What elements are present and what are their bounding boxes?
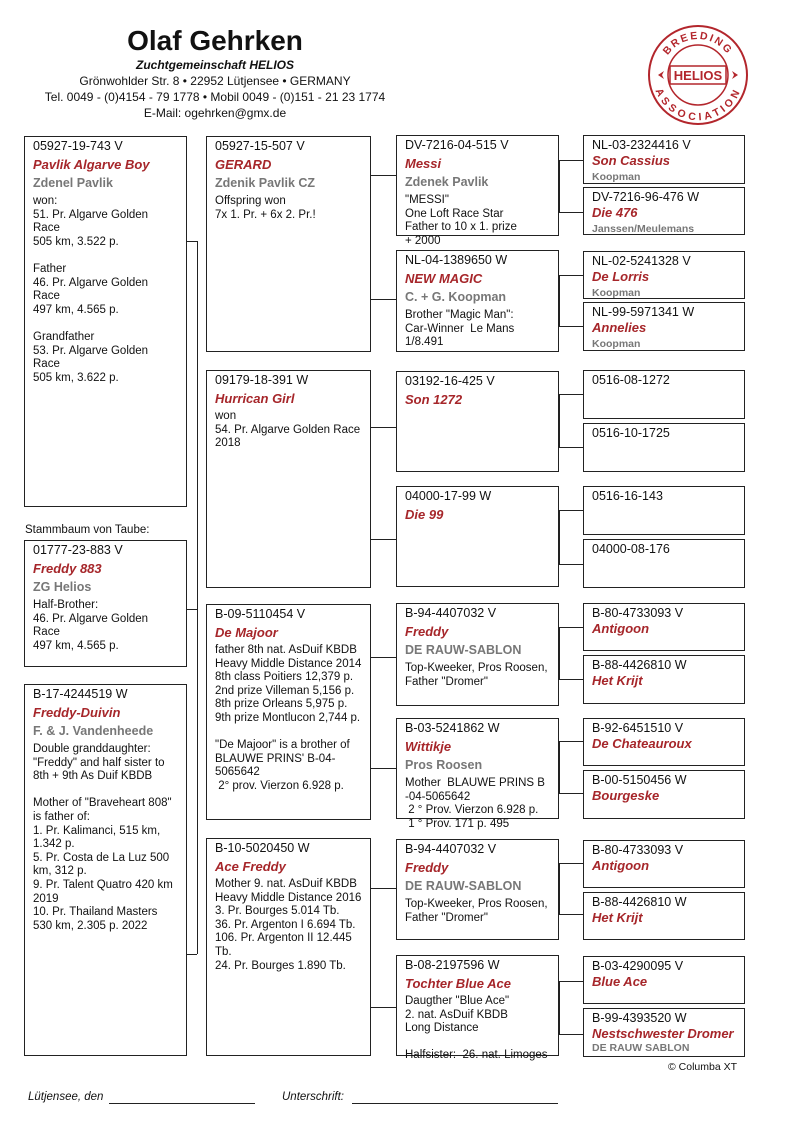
pigeon-name: Freddy <box>405 860 449 875</box>
pigeon-card-dam <box>24 684 187 1056</box>
ring-number: B-99-4393520 W <box>592 1011 687 1025</box>
pigeon-name: Hurrican Girl <box>215 391 295 406</box>
pigeon-card-04000-08-176 <box>583 539 745 588</box>
breeder-phone: Tel. 0049 - (0)4154 - 79 1778 • Mobil 0049 - (0)151 - 21 23 1774 <box>44 90 386 104</box>
breeder-address: Grönwohlder Str. 8 • 22952 Lütjensee • GERMANY <box>79 74 351 88</box>
ring-number: B-94-4407032 V <box>405 606 497 620</box>
pigeon-notes: Offspring won 7x 1. Pr. + 6x 2. Pr.! <box>215 195 316 221</box>
pigeon-card-messi <box>396 135 559 247</box>
ring-number: B-80-4733093 V <box>592 606 684 620</box>
pigeon-card-nestschwester-dromer <box>583 1008 745 1057</box>
pigeon-card-antigoon-1 <box>583 603 745 651</box>
pigeon-card-new-magic <box>396 250 559 352</box>
pigeon-card-annelies <box>583 302 745 351</box>
pigeon-name: Het Krijt <box>592 910 643 925</box>
ring-number: 0516-16-143 <box>592 489 663 503</box>
ring-number: B-17-4244519 W <box>33 687 128 701</box>
pigeon-name: Annelies <box>592 320 647 335</box>
pigeon-card-die-99 <box>396 486 559 587</box>
breeder-subtitle: Zuchtgemeinschaft HELIOS <box>135 58 295 72</box>
pigeon-card-de-chateauroux <box>583 718 745 766</box>
pigeon-card-het-krijt-2 <box>583 892 745 940</box>
pigeon-card-ace-freddy <box>206 838 371 1056</box>
breeder-label: DE RAUW-SABLON <box>405 879 522 893</box>
pigeon-card-son-1272 <box>396 371 559 472</box>
breeder-label: ZG Helios <box>33 580 92 594</box>
ring-number: DV-7216-04-515 V <box>405 138 509 152</box>
pigeon-name: Antigoon <box>592 858 650 873</box>
ring-number: 0516-08-1272 <box>592 373 670 387</box>
pigeon-card-son-cassius <box>583 135 745 184</box>
pigeon-card-main-top <box>24 136 187 507</box>
ring-number: B-92-6451510 V <box>592 721 684 735</box>
ring-number: B-08-2197596 W <box>405 958 500 972</box>
copyright-note: © Columba XT <box>668 1061 738 1073</box>
signature-line <box>352 1103 558 1104</box>
breeder-name: Olaf Gehrken <box>127 25 303 56</box>
svg-text:BREEDING: BREEDING <box>660 29 736 58</box>
breeder-label: Zdenek Pavlik <box>405 175 489 189</box>
ring-number: B-03-5241862 W <box>405 721 500 735</box>
pigeon-card-gerard <box>206 136 371 352</box>
breeder-label: DE RAUW SABLON <box>592 1042 690 1054</box>
breeder-label: Zdenik Pavlik CZ <box>215 176 316 190</box>
pigeon-card-het-krijt-1 <box>583 655 745 704</box>
signature-label: Unterschrift: <box>282 1091 344 1103</box>
ring-number: 0516-10-1725 <box>592 426 670 440</box>
ring-number: 05927-19-743 V <box>33 139 123 153</box>
pigeon-name: Son 1272 <box>405 392 463 407</box>
pigeon-name: Bourgeske <box>592 788 660 803</box>
pigeon-card-antigoon-2 <box>583 840 745 888</box>
pigeon-name: Tochter Blue Ace <box>405 976 511 991</box>
pigeon-card-blue-ace <box>583 956 745 1004</box>
pigeon-name: GERARD <box>215 157 272 172</box>
pigeon-notes: Mother 9. nat. AsDuif KBDB Heavy Middle Distance 2016 3. Pr. Bourges 5.014 Tb. 36. Pr. Argenton I 6.694 Tb. 106. Pr. Argenton II 12.445 Tb. 24. Pr. Bourges 1.890 Tb. <box>215 878 362 972</box>
pigeon-card-tochter-blue-ace <box>396 955 559 1062</box>
pigeon-name: Die 99 <box>405 507 444 522</box>
pigeon-card-hurrican-girl <box>206 370 371 588</box>
pigeon-card-de-majoor <box>206 604 371 820</box>
pigeon-name: De Majoor <box>215 625 278 640</box>
ring-number: 01777-23-883 V <box>33 543 123 557</box>
pigeon-card-0516-10-1725 <box>583 423 745 472</box>
pigeon-card-subject <box>24 540 187 667</box>
ring-number: 03192-16-425 V <box>405 374 495 388</box>
ring-number: B-80-4733093 V <box>592 843 684 857</box>
breeder-label: C. + G. Koopman <box>405 290 507 304</box>
pigeon-notes: won: 51. Pr. Algarve Golden Race 505 km, 3.522 p. Father 46. Pr. Algarve Golden Race 497 km, 4.565 p. Grandfather 53. Pr. Algarve Golden Race 505 km, 3.622 p. <box>33 195 149 384</box>
ring-number: NL-03-2324416 V <box>592 138 691 152</box>
ring-number: 04000-08-176 <box>592 542 670 556</box>
pigeon-name: Nestschwester Dromer <box>592 1026 734 1041</box>
breeder-label: Koopman <box>592 338 641 350</box>
pigeon-notes: Top-Kweeker, Pros Roosen, Father "Dromer" <box>405 898 548 924</box>
pigeon-card-0516-08-1272 <box>583 370 745 419</box>
ring-number: NL-04-1389650 W <box>405 253 508 267</box>
breeder-label: Janssen/Meulemans <box>592 223 695 235</box>
stammbaum-label: Stammbaum von Taube: <box>25 524 150 536</box>
pigeon-notes: Top-Kweeker, Pros Roosen, Father "Dromer" <box>405 662 548 688</box>
pigeon-name: Freddy 883 <box>33 561 102 576</box>
ring-number: NL-99-5971341 W <box>592 305 695 319</box>
pigeon-name: Antigoon <box>592 621 650 636</box>
breeder-label: F. & J. Vandenheede <box>33 724 154 738</box>
pigeon-notes: won 54. Pr. Algarve Golden Race 2018 <box>215 410 361 450</box>
pigeon-card-de-lorris <box>583 251 745 299</box>
date-signature-line <box>109 1103 255 1104</box>
ring-number: B-00-5150456 W <box>592 773 687 787</box>
pigeon-card-0516-16-143 <box>583 486 745 535</box>
ring-number: B-94-4407032 V <box>405 842 497 856</box>
pigeon-name: Messi <box>405 156 442 171</box>
breeder-label: Koopman <box>592 171 641 183</box>
pigeon-name: De Chateauroux <box>592 736 692 751</box>
ring-number: 09179-18-391 W <box>215 373 309 387</box>
pigeon-notes: Daugther "Blue Ace" 2. nat. AsDuif KBDB Long Distance Halfsister: 26. nat. Limoges <box>405 995 548 1062</box>
place-date-label: Lütjensee, den <box>28 1091 104 1103</box>
pigeon-name: Het Krijt <box>592 673 643 688</box>
pigeon-name: Son Cassius <box>592 153 671 168</box>
svg-text:HELIOS: HELIOS <box>673 68 723 83</box>
pigeon-card-freddy-1 <box>396 603 559 706</box>
breeder-label: DE RAUW-SABLON <box>405 643 522 657</box>
ring-number: 04000-17-99 W <box>405 489 492 503</box>
pigeon-name: Freddy <box>405 624 449 639</box>
ring-number: B-03-4290095 V <box>592 959 684 973</box>
pigeon-name: Ace Freddy <box>215 859 286 874</box>
pigeon-notes: Half-Brother: 46. Pr. Algarve Golden Race 497 km, 4.565 p. <box>33 599 149 652</box>
pigeon-notes: Mother BLAUWE PRINS B -04-5065642 2 ° Prov. Vierzon 6.928 p. 1 ° Prov. 171 p. 495 <box>405 777 545 830</box>
breeder-label: Koopman <box>592 287 641 299</box>
ring-number: DV-7216-96-476 W <box>592 190 700 204</box>
pigeon-card-freddy-2 <box>396 839 559 940</box>
pigeon-name: De Lorris <box>592 269 650 284</box>
svg-text:ASSOCIATION: ASSOCIATION <box>652 86 744 124</box>
pigeon-name: Pavlik Algarve Boy <box>33 157 150 172</box>
pigeon-notes: Brother "Magic Man": Car-Winner Le Mans 1/8.491 <box>405 309 515 349</box>
ring-number: 05927-15-507 V <box>215 139 305 153</box>
pigeon-name: Wittikje <box>405 739 452 754</box>
breeder-email: E-Mail: ogehrken@gmx.de <box>143 106 287 120</box>
pigeon-notes: Double granddaughter: "Freddy" and half sister to 8th + 9th As Duif KBDB Mother of "Braveheart 808" is father of: 1. Pr. Kalimanci, 515 km, 1.342 p. 5. Pr. Costa de La Luz 500 km, 312 p. 9. Pr. Talent Quatro 420 km 2019 10. Pr. Thailand Masters 530 km, 2.305 p. 2022 <box>33 743 173 932</box>
pigeon-name: Freddy-Duivin <box>33 705 121 720</box>
pigeon-notes: "MESSI" One Loft Race Star Father to 10 x 1. prize + 2000 <box>405 194 517 247</box>
ring-number: B-10-5020450 W <box>215 841 310 855</box>
breeder-label: Pros Roosen <box>405 758 483 772</box>
helios-logo-icon <box>647 24 749 126</box>
pigeon-card-wittikje <box>396 718 559 830</box>
pigeon-card-bourgeske <box>583 770 745 819</box>
breeder-label: Zdenel Pavlik <box>33 176 113 190</box>
ring-number: B-09-5110454 V <box>215 607 306 621</box>
ring-number: NL-02-5241328 V <box>592 254 691 268</box>
ring-number: B-88-4426810 W <box>592 895 687 909</box>
pigeon-name: NEW MAGIC <box>405 271 483 286</box>
pigeon-notes: father 8th nat. AsDuif KBDB Heavy Middle Distance 2014 8th class Poitiers 12,379 p. 2nd prize Villeman 5,156 p. 8th prize Orleans 5,975 p. 9th prize Montlucon 2,744 p. "De Majoor" is a brother of BLAUWE PRINS' B-04-5065642 2° prov. Vierzon 6.928 p. <box>215 644 362 792</box>
pigeon-name: Die 476 <box>592 205 638 220</box>
ring-number: B-88-4426810 W <box>592 658 687 672</box>
pigeon-name: Blue Ace <box>592 974 648 989</box>
pigeon-card-die-476 <box>583 187 745 235</box>
